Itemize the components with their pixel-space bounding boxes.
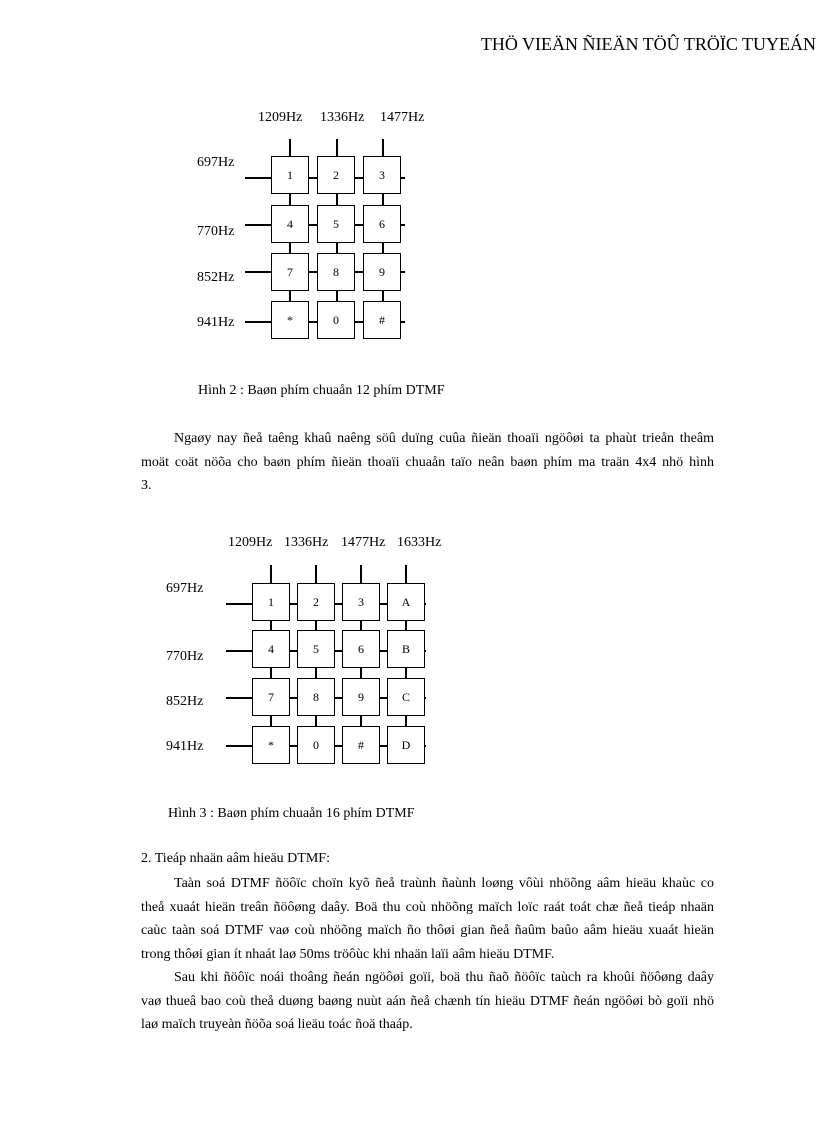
- keypad-key: 9: [363, 253, 401, 291]
- paragraph-line: caùc taàn soá DTMF vaø coù nhöõng maïch ño thôøi gian ñeå ñaûm baûo aâm hieäu xuaát hieän: [141, 923, 714, 938]
- col-freq-label: 1336Hz: [284, 535, 329, 550]
- paragraph-line: Sau khi ñöôïc noái thoâng ñeán ngöôøi goïi, boä thu ñaõ ñöôïc taùch ra khoûi ñöôøng daây: [174, 970, 714, 985]
- row-freq-label: 852Hz: [166, 694, 204, 709]
- col-freq-label: 1209Hz: [228, 535, 273, 550]
- row-freq-label: 770Hz: [166, 649, 204, 664]
- keypad-key: 7: [271, 253, 309, 291]
- paragraph-line: Ngaøy nay ñeå taêng khaû naêng söû duïng cuûa ñieän thoaïi ngöôøi ta phaùt trieån theâm: [174, 431, 714, 446]
- paragraph-line: laø maïch truyeàn ñöõa soá lieäu toác ñoä thaáp.: [141, 1017, 413, 1032]
- keypad-key: 6: [363, 205, 401, 243]
- keypad-key: 5: [317, 205, 355, 243]
- keypad-key: *: [252, 726, 290, 764]
- page-header-title: THÖ VIEÄN ÑIEÄN TÖÛ TRÖÏC TUYEÁN: [480, 34, 816, 54]
- keypad-key: 1: [271, 156, 309, 194]
- col-freq-label: 1209Hz: [258, 110, 303, 125]
- paragraph-line: 3.: [141, 478, 152, 493]
- col-freq-label: 1336Hz: [320, 110, 365, 125]
- paragraph-line: trong thôøi gian ít nhaát laø 50ms tröôùc khi nhaän laïi aâm hieäu DTMF.: [141, 946, 555, 962]
- col-freq-label: 1477Hz: [380, 110, 425, 125]
- row-freq-label: 697Hz: [197, 155, 235, 170]
- col-freq-label: 1477Hz: [341, 535, 386, 550]
- row-freq-label: 770Hz: [197, 224, 235, 239]
- keypad-key: #: [342, 726, 380, 764]
- row-freq-label: 697Hz: [166, 581, 204, 596]
- keypad-key: #: [363, 301, 401, 339]
- paragraph-line: Taàn soá DTMF ñöôïc choïn kyõ ñeå traùnh ñaùnh loøng vôùi nhöõng aâm hieäu khaùc co: [174, 876, 714, 891]
- keypad-key: B: [387, 630, 425, 668]
- keypad-key: D: [387, 726, 425, 764]
- keypad-key: 2: [297, 583, 335, 621]
- keypad-key: 6: [342, 630, 380, 668]
- row-freq-label: 941Hz: [166, 739, 204, 754]
- paragraph-line: vaø thueâ bao coù theå duøng baøng nuùt aán ñeå chænh tín hieäu DTMF ñeán ngöôøi bò goïi nhö: [141, 993, 714, 1009]
- keypad-key: 0: [297, 726, 335, 764]
- paragraph-line: moät coät nöõa cho baøn phím ñieän thoaïi chuaån taïo neân baøn phím ma traän 4x4 nhö hình: [141, 454, 714, 470]
- keypad-key: *: [271, 301, 309, 339]
- keypad-key: 8: [297, 678, 335, 716]
- paragraph-line: theå xuaát hieän treân ñöôøng daây. Boä thu coù nhöõng maïch loïc raát toát chæ ñeå tieáp nhaän: [141, 899, 714, 915]
- keypad-key: 9: [342, 678, 380, 716]
- keypad-key: 3: [342, 583, 380, 621]
- keypad-key: 4: [271, 205, 309, 243]
- keypad-key: 2: [317, 156, 355, 194]
- section-heading: 2. Tieáp nhaän aâm hieäu DTMF:: [141, 851, 330, 866]
- paragraph-dtmf-reception: [141, 872, 714, 1037]
- keypad-key: 7: [252, 678, 290, 716]
- keypad-key: 1: [252, 583, 290, 621]
- figure-2-caption: Hình 2 : Baøn phím chuaån 12 phím DTMF: [198, 383, 445, 398]
- keypad-key: 8: [317, 253, 355, 291]
- keypad-key: 0: [317, 301, 355, 339]
- col-freq-label: 1633Hz: [397, 535, 442, 550]
- keypad-key: 5: [297, 630, 335, 668]
- keypad-key: 4: [252, 630, 290, 668]
- row-freq-label: 941Hz: [197, 315, 235, 330]
- keypad-key: 3: [363, 156, 401, 194]
- row-freq-label: 852Hz: [197, 270, 235, 285]
- keypad-key: C: [387, 678, 425, 716]
- keypad-key: A: [387, 583, 425, 621]
- figure-3-caption: Hình 3 : Baøn phím chuaån 16 phím DTMF: [168, 806, 415, 821]
